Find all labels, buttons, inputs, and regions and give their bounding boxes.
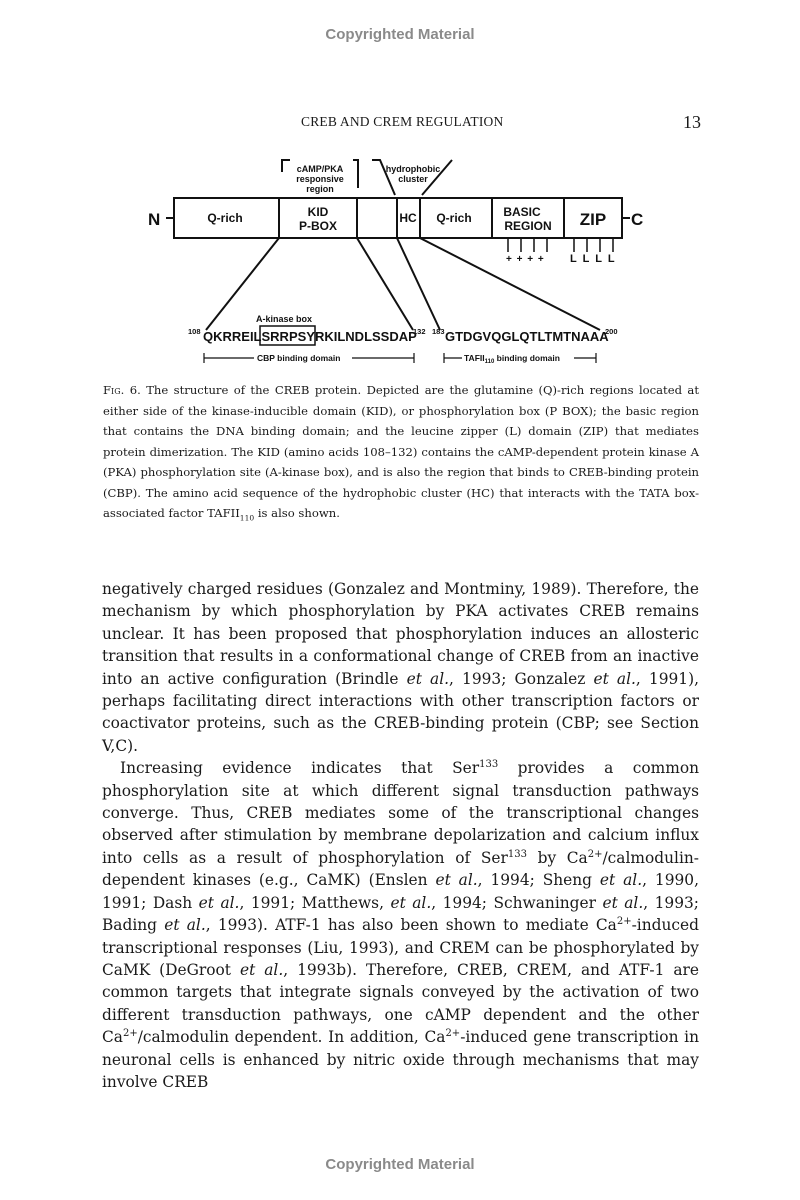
domain-zip: ZIP [579,210,607,229]
paragraph-1: negatively charged residues (Gonzalez and Montminy, 1989). Therefore, the mechanism by which phosphorylation by PKA activates CREB remains unclear. It has been proposed that phosphorylation induces an allosteric transition that results in a conformational change of CREB from an inactive into an active configuration (Brindle et al., 1993; Gonzalez et al., 1991), perhaps facilitating direct interactions with other transcription factors or coactivator proteins, such as the CREB-binding protein (CBP; see Section V,C). [102,580,699,755]
figure-label: Fig. 6. [103,383,141,397]
kid-start-number: 108 [188,327,201,336]
figure-caption: Fig. 6. The structure of the CREB protein. Depicted are the glutamine (Q)-rich regions located at either side of the kinase-inducible domain (KID), or phosphorylation box (P BOX); the basic region that contains the DNA binding domain; and the leucine zipper (L) domain (ZIP) that mediates protein dimerization. The KID (amino acids 108–132) contains the cAMP-dependent protein kinase A (PKA) phosphorylation site (A-kinase box), and is also the region that binds to CREB-binding protein (CBP). The amino acid sequence of the hydrophobic cluster (HC) that interacts with the TATA box-associated factor $TAFII_{110}$ is also shown. [103,383,699,523]
running-head: CREB AND CREM REGULATION [301,114,504,129]
leucine-marks: L L L L [570,253,615,265]
cbp-binding-label: CBP binding domain [257,353,341,363]
copyright-watermark-top: Copyrighted Material [325,26,475,43]
tafii-binding-label: $TAFII_{110}$ binding domain [464,353,560,365]
c-terminus: C [631,210,644,229]
akinase-label: A-kinase box [256,314,313,324]
akinase-box-sequence: SRRPSY [261,329,315,344]
kid-end-number: 132 [413,327,426,336]
basic-charge-marks: + + + + [506,254,545,265]
hc-sequence: GTDGVQGLQTLTMTNAAA [445,329,609,344]
domain-hc: HC [399,211,417,225]
camp-label-2: responsive [296,174,344,184]
domain-q-rich-1: Q-rich [207,211,243,225]
paragraph-2: Increasing evidence indicates that Ser$^{133}$ provides a common phosphorylation site at which different signal transduction pathways converge. Thus, CREB mediates some of the transcriptional changes observed after stimulation by membrane depolarization and calcium influx into cells as a result of phosphorylation of Ser$^{133}$ by $Ca^{2+}/calmodulin$-dependent kinases (e.g., CaMK) (Enslen et al., 1994; Sheng et al., 1990, 1991; Dash et al., 1991; Matthews, et al., 1994; Schwaninger et al., 1993; Bading et al., 1993). ATF-1 has also been shown to mediate $Ca^{2+}$-induced transcriptional responses (Liu, 1993), and CREM can be phosphorylated by CaMK (DeGroot et al., 1993b). Therefore, CREB, CREM, and ATF-1 are common targets that integrate signals conveyed by the activation of two different transduction pathways, one cAMP dependent and the other $Ca^{2+}$/calmodulin dependent. In addition, $Ca^{2+}$-induced gene transcription in neuronal cells is enhanced by nitric oxide through mechanisms that may involve CREB [102,759,700,1091]
zip-ticks [574,238,613,252]
domain-q-rich-2: Q-rich [436,211,472,225]
domain-basic: BASIC [503,205,541,219]
page-number: 13 [683,112,701,132]
kid-sequence: QKRREILSRRPSYRKILNDLSSDAP [203,329,417,344]
copyright-watermark-bottom: Copyrighted Material [325,1156,475,1173]
camp-label-1: cAMP/PKA [296,164,344,174]
camp-label-3: region [306,184,334,194]
basic-ticks [508,238,547,252]
domain-p-box: P-BOX [298,219,338,233]
creb-structure-diagram [0,0,800,380]
hydrophobic-label-1: hydrophobic [385,164,441,174]
domain-region: REGION [504,219,552,233]
hydrophobic-label-2: cluster [398,174,428,184]
n-terminus: N [148,210,161,229]
domain-kid: KID [307,205,329,219]
body-text [102,578,699,1093]
hc-start-number: 183 [432,327,445,336]
hc-end-number: 200 [605,327,618,336]
